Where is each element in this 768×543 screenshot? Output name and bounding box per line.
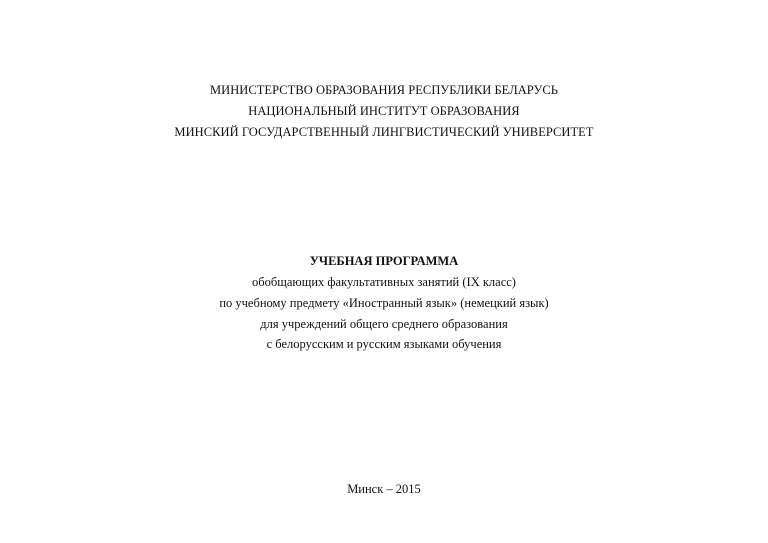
subtitle-line-4: с белорусским и русским языками обучения: [266, 337, 502, 351]
university-name: МИНСКИЙ ГОСУДАРСТВЕННЫЙ ЛИНГВИСТИЧЕСКИЙ УНИВЕРСИТЕТ: [174, 125, 594, 139]
subtitle-line-1: обобщающих факультативных занятий (IX класс): [252, 275, 516, 289]
document-title: УЧЕБНАЯ ПРОГРАММА: [309, 254, 459, 268]
ministry-name: МИНИСТЕРСТВО ОБРАЗОВАНИЯ РЕСПУБЛИКИ БЕЛАРУСЬ: [209, 83, 559, 97]
institute-name: НАЦИОНАЛЬНЫЙ ИНСТИТУТ ОБРАЗОВАНИЯ: [248, 104, 520, 118]
subtitle-line-3: для учреждений общего среднего образования: [260, 317, 508, 331]
place-and-year: Минск – 2015: [347, 482, 421, 496]
subtitle-line-2: по учебному предмету «Иностранный язык» (немецкий язык): [219, 296, 549, 310]
